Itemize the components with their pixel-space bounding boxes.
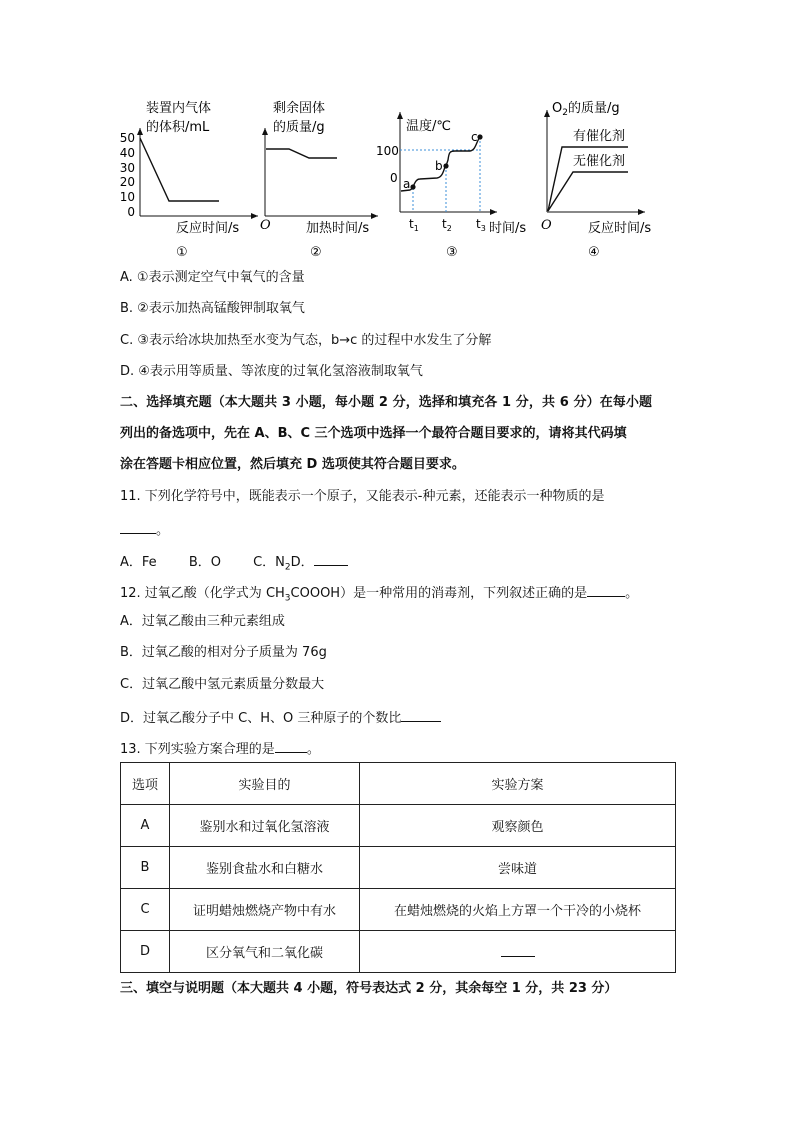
q11-option-a: A．Fe — [120, 555, 157, 570]
q12-stem: 12. 过氧乙酸（化学式为 $CH_3COOOH$）是一种常用的消毒剂，下列叙述正确的是 。 — [120, 582, 638, 608]
table-cell-blank — [360, 931, 676, 973]
table-row — [121, 889, 676, 931]
section2-line1: 二、选择填充题（本大题共 3 小题，每小题 2 分，选择和填充各 1 分，共 6 分）在每小题 — [120, 395, 653, 410]
graph3-ytick-100: 100 — [376, 144, 399, 158]
graph3-label-c: c — [471, 130, 478, 144]
q11-stem: 11. 下列化学符号中，既能表示一个原子，又能表示-种元素，还能表示一种物质的是 — [120, 489, 605, 504]
graph3-ylabel: 温度/℃ — [406, 119, 451, 134]
table-cell: 观察颜色 — [360, 805, 676, 847]
graph2-origin: O — [260, 218, 271, 233]
q11-stem-end: 。 — [156, 523, 170, 538]
graph4-xlabel: 反应时间/s — [588, 221, 652, 236]
q12-option-c: C．过氧乙酸中氢元素质量分数最大 — [120, 677, 325, 692]
q13-table — [120, 762, 676, 973]
graph3-point-c — [477, 134, 482, 139]
table-row — [121, 805, 676, 847]
q13-blank — [275, 738, 307, 753]
q13-stem: 13. 下列实验方案合理的是 。 — [120, 738, 320, 759]
graph3-xtick-t1: $t_1$ — [409, 217, 419, 233]
graph2-xlabel: 加热时间/s — [306, 221, 370, 236]
graph4-ylabel: $O_2$的质量/g — [552, 101, 620, 118]
q11-options — [120, 551, 348, 577]
graph1-ylabel-line1: 装置内气体 — [146, 101, 212, 116]
table-cell: 鉴别水和过氧化氢溶液 — [170, 805, 360, 847]
graph1-ytick: 50 — [119, 131, 135, 145]
section2-line3: 涂在答题卡相应位置，然后填充 D 选项使其符合题目要求。 — [120, 457, 465, 472]
q12-option-b: B．过氧乙酸的相对分子质量为 76g — [120, 645, 327, 660]
graph1-ytick: 0 — [127, 205, 135, 219]
q11-option-c: C．$N_2$ — [253, 555, 291, 573]
graph1-ytick: 30 — [119, 161, 135, 175]
q12-option-a: A．过氧乙酸由三种元素组成 — [120, 614, 285, 629]
section3-title: 三、填空与说明题（本大题共 4 小题，符号表达式 2 分，其余每空 1 分，共 23 分） — [120, 981, 618, 996]
graph1-ytick: 20 — [119, 175, 135, 189]
table-cell: 在蜡烛燃烧的火焰上方罩一个干冷的小烧杯 — [360, 889, 676, 931]
graph3-point-a — [410, 184, 415, 189]
q11-blank — [120, 519, 156, 534]
graph1-yticks — [120, 131, 135, 219]
q10-option-b: B. ②表示加热高锰酸钾制取氧气 — [120, 301, 305, 316]
graph3-ytick-0: 0 — [390, 171, 398, 185]
graph-2 — [260, 100, 378, 260]
graph1-curve — [140, 138, 219, 201]
table-header-cell: 实验目的 — [170, 763, 360, 805]
graph3-caption: ③ — [446, 245, 458, 260]
q10-option-a: A. ①表示测定空气中氧气的含量 — [120, 270, 305, 285]
graph1-ytick: 40 — [119, 146, 135, 160]
table-cell: 区分氧气和二氧化碳 — [170, 931, 360, 973]
graph3-xlabel: 时间/s — [489, 221, 527, 236]
graph-3 — [376, 112, 526, 260]
graph2-ylabel-line2: 的质量/g — [273, 120, 325, 135]
graph1-ytick: 10 — [119, 190, 135, 204]
q12-blank — [587, 582, 625, 597]
graph3-label-b: b — [435, 159, 443, 173]
graph2-curve — [266, 149, 337, 158]
table-cell: 证明蜡烛燃烧产物中有水 — [170, 889, 360, 931]
graph1-caption: ① — [176, 245, 188, 260]
graph3-xtick-t3: $t_3$ — [476, 217, 486, 233]
graph-1 — [120, 100, 258, 260]
q11-option-d: D． — [290, 555, 314, 570]
graph3-point-b — [443, 163, 448, 168]
table-header-row — [121, 763, 676, 805]
q10-option-d: D. ④表示用等质量、等浓度的过氧化氢溶液制取氧气 — [120, 364, 423, 379]
section2-line2: 列出的备选项中，先在 A、B、C 三个选项中选择一个最符合题目要求的，请将其代码填 — [120, 426, 627, 441]
graph2-caption: ② — [310, 245, 322, 260]
table-row — [121, 847, 676, 889]
table-header-cell: 实验方案 — [360, 763, 676, 805]
q12-option-d: D．过氧乙酸分子中 C、H、O 三种原子的个数比 — [120, 707, 441, 728]
graph1-ylabel-line2: 的体积/mL — [146, 120, 210, 135]
q12-d-blank — [401, 707, 441, 722]
graph4-caption: ④ — [588, 245, 600, 260]
table-cell: C — [121, 889, 170, 931]
graph4-label-no-catalyst: 无催化剂 — [573, 154, 626, 169]
table-header-cell: 选项 — [121, 763, 170, 805]
q11-option-b: B．O — [188, 555, 221, 570]
q10-option-c: C. ③表示给冰块加热至水变为气态，b→c 的过程中水发生了分解 — [120, 333, 492, 348]
graph4-label-catalyst: 有催化剂 — [573, 129, 626, 144]
graph3-label-a: a — [403, 177, 411, 191]
graph2-ylabel-line1: 剩余固体 — [273, 101, 326, 116]
graph4-curve-no-catalyst — [548, 172, 628, 211]
table-cell: D — [121, 931, 170, 973]
table-cell: A — [121, 805, 170, 847]
graph-4 — [541, 101, 651, 260]
table-cell: 尝味道 — [360, 847, 676, 889]
table-cell: 鉴别食盐水和白糖水 — [170, 847, 360, 889]
graph3-guides — [400, 137, 480, 212]
figure-graphs — [0, 90, 794, 260]
q13-d-blank — [501, 942, 535, 957]
q11-d-blank — [314, 551, 348, 566]
graph4-origin: O — [541, 218, 552, 233]
graph1-xlabel: 反应时间/s — [176, 221, 240, 236]
table-row — [121, 931, 676, 973]
q11-answer-blank — [120, 519, 169, 540]
graph3-xtick-t2: $t_2$ — [442, 217, 452, 233]
table-cell: B — [121, 847, 170, 889]
